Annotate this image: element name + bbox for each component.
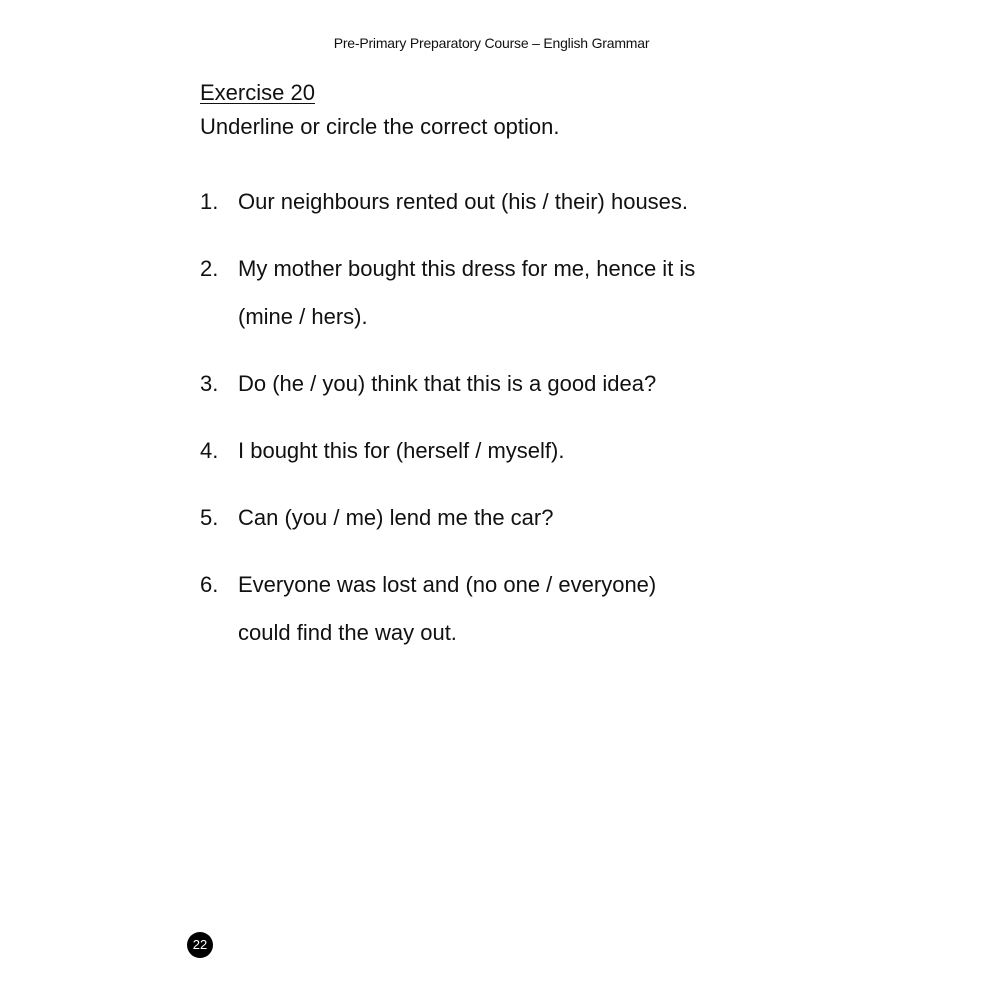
- question-text: [238, 427, 820, 475]
- question-line: could find the way out.: [238, 620, 457, 645]
- question-item: [200, 178, 820, 226]
- running-header: Pre-Primary Preparatory Course – English Grammar: [333, 35, 650, 51]
- question-number: 4.: [200, 438, 219, 463]
- question-item: [200, 561, 820, 657]
- question-line: My mother bought this dress for me, hence it is: [238, 256, 696, 281]
- question-number: 3.: [200, 371, 219, 396]
- question-line: Everyone was lost and (no one / everyone): [238, 572, 657, 597]
- question-list: [200, 178, 820, 657]
- question-item: [200, 360, 820, 408]
- question-line: Can (you / me) lend me the car?: [238, 505, 554, 530]
- question-item: [200, 494, 820, 542]
- exercise-instruction: Underline or circle the correct option.: [200, 114, 560, 139]
- question-text: [238, 360, 820, 408]
- exercise-content: [200, 78, 820, 676]
- question-item: [200, 427, 820, 475]
- question-number: 1.: [200, 189, 219, 214]
- question-number: 2.: [200, 256, 219, 281]
- question-item: [200, 245, 820, 341]
- question-line: I bought this for (herself / myself).: [238, 438, 565, 463]
- question-text: [238, 178, 820, 226]
- question-text: [238, 561, 820, 657]
- question-number: 5.: [200, 505, 219, 530]
- exercise-title: Exercise 20: [200, 80, 315, 105]
- question-line: Our neighbours rented out (his / their) houses.: [238, 189, 689, 214]
- question-text: [238, 245, 820, 341]
- page-number-badge: 22: [187, 932, 213, 958]
- question-line: Do (he / you) think that this is a good idea?: [238, 371, 657, 396]
- question-line: (mine / hers).: [238, 304, 368, 329]
- question-text: [238, 494, 820, 542]
- question-number: 6.: [200, 572, 219, 597]
